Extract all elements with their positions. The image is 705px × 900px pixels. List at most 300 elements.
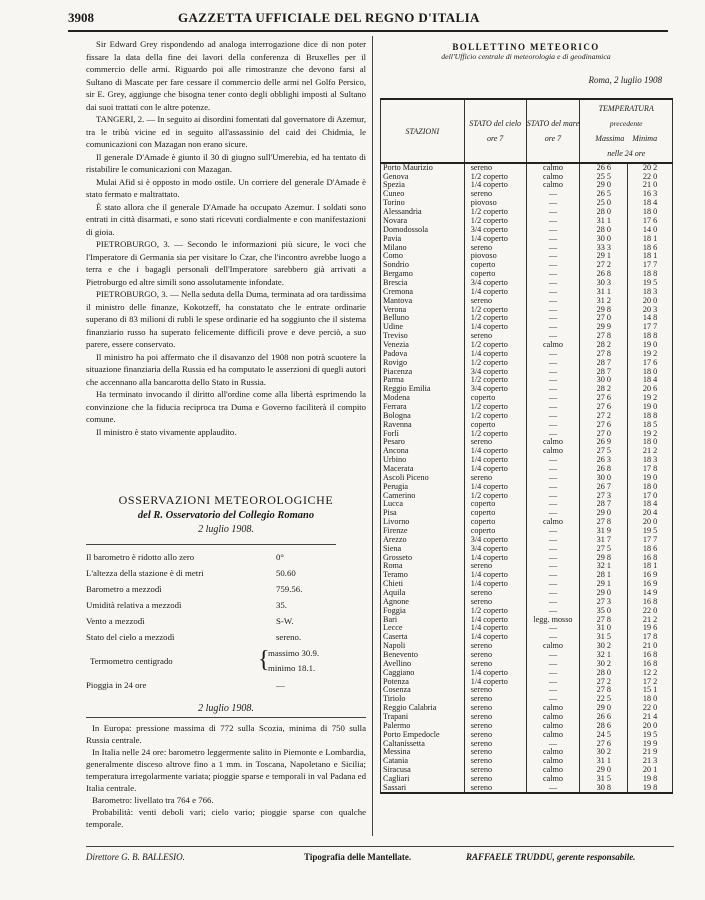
table-row [381, 217, 673, 226]
sea-state: — [526, 465, 580, 474]
sea-state: calmo [526, 704, 580, 713]
sea-state: — [526, 314, 580, 323]
sea-state: — [526, 234, 580, 243]
temp-max: 27 6 [580, 420, 628, 429]
temp-max: 31 1 [580, 757, 628, 766]
sky-state: 1/2 coperto [464, 217, 526, 226]
temp-max: 24 5 [580, 731, 628, 740]
table-row [381, 474, 673, 483]
sea-state: — [526, 509, 580, 518]
temp-min: 18 4 [628, 376, 673, 385]
temp-max: 28 0 [580, 208, 628, 217]
table-row [381, 296, 673, 305]
sea-state: — [526, 367, 580, 376]
temp-min: 18 4 [628, 500, 673, 509]
temp-min: 18 3 [628, 288, 673, 297]
table-row [381, 482, 673, 491]
sky-state: 1/4 coperto [464, 447, 526, 456]
station-name: Padova [381, 350, 465, 359]
table-row [381, 669, 673, 678]
table-row [381, 243, 673, 252]
sea-state: calmo [526, 642, 580, 651]
table-row [381, 367, 673, 376]
sky-state: sereno [464, 243, 526, 252]
station-name: Caggiano [381, 669, 465, 678]
sky-state: 1/2 coperto [464, 305, 526, 314]
station-name: Brescia [381, 279, 465, 288]
sky-state: 1/4 coperto [464, 456, 526, 465]
station-name: Bologna [381, 412, 465, 421]
table-row [381, 412, 673, 421]
station-name: Reggio Calabria [381, 704, 465, 713]
sky-state: 1/2 coperto [464, 491, 526, 500]
bulletin-subtitle: dell'Ufficio centrale di meteorologia e di geodinamica [441, 52, 611, 61]
observations-date: 2 luglio 1908. [198, 524, 254, 535]
table-row [381, 350, 673, 359]
temp-max: 29 0 [580, 181, 628, 190]
temp-max: 27 8 [580, 615, 628, 624]
temp-min-heading: Minima [632, 134, 658, 143]
temp-min: 21 4 [628, 713, 673, 722]
station-name: Firenze [381, 527, 465, 536]
temp-max-heading: Massima [595, 134, 625, 143]
sea-state: calmo [526, 438, 580, 447]
table-row [381, 739, 673, 748]
sky-state: 3/4 coperto [464, 536, 526, 545]
sky-state: sereno [464, 438, 526, 447]
temp-min: 15 1 [628, 686, 673, 695]
temp-min: 21 9 [628, 748, 673, 757]
observations-title: OSSERVAZIONI METEOROLOGICHE [118, 493, 334, 507]
observation-row [86, 597, 366, 613]
sea-state: — [526, 296, 580, 305]
sky-state: 1/4 coperto [464, 580, 526, 589]
observations-rule [86, 544, 336, 545]
sea-state: — [526, 403, 580, 412]
station-name: Novara [381, 217, 465, 226]
temp-min: 22 0 [628, 704, 673, 713]
station-name: Reggio Emilia [381, 385, 465, 394]
page-number: 3908 [68, 10, 94, 25]
temp-min: 19 8 [628, 784, 673, 793]
station-name: Pesaro [381, 438, 465, 447]
temp-min: 18 1 [628, 234, 673, 243]
station-name: Napoli [381, 642, 465, 651]
page-footer [86, 852, 686, 872]
temp-min: 17 7 [628, 536, 673, 545]
sky-state: sereno [464, 163, 526, 172]
sea-state: — [526, 536, 580, 545]
station-name: Bari [381, 615, 465, 624]
news-paragraph: Il ministro ha poi affermato che il disavanzo del 1908 non potrà scuotere la situazione finanziaria della Russia ed ha computato le asserzioni di quegli autori che accennano alla bancarotta dello Stato in Russia. [86, 351, 366, 387]
temp-max: 31 1 [580, 217, 628, 226]
temp-max: 26 8 [580, 465, 628, 474]
sea-state: — [526, 739, 580, 748]
table-row [381, 314, 673, 323]
sea-state: — [526, 580, 580, 589]
temp-min: 17 6 [628, 217, 673, 226]
station-name: Porto Maurizio [381, 163, 465, 172]
table-row [381, 376, 673, 385]
observation-row [86, 581, 366, 597]
station-name: Roma [381, 562, 465, 571]
temp-max: 29 0 [580, 589, 628, 598]
sea-state: calmo [526, 181, 580, 190]
temp-min: 18 3 [628, 456, 673, 465]
table-row [381, 651, 673, 660]
station-name: Pavia [381, 234, 465, 243]
sea-state: — [526, 376, 580, 385]
news-paragraph: Sir Edward Grey rispondendo ad analoga interrogazione dice di non poter fissare la data della fine dei lavori della conferenza di Bruxelles per il commercio delle armi. Riguardo poi alle rimostranze che devono farsi al Sultano di Mascate per fare cessare il commercio delle armi nel Golfo Persico, sir E. Grey, aggiunge che bisogna tener conto degli obblighi imposti al Sultano dai suoi trattati con le altre potenze. [86, 39, 366, 112]
temp-min: 18 0 [628, 438, 673, 447]
temp-min: 18 8 [628, 270, 673, 279]
sea-state: — [526, 562, 580, 571]
weather-table-body [381, 163, 673, 793]
table-row [381, 429, 673, 438]
table-row [381, 642, 673, 651]
sky-state: coperto [464, 420, 526, 429]
station-name: Spezia [381, 181, 465, 190]
table-row [381, 553, 673, 562]
sea-state: — [526, 553, 580, 562]
sea-state: calmo [526, 748, 580, 757]
temp-min: 18 0 [628, 208, 673, 217]
brace-glyph: { [258, 647, 270, 673]
sea-state: calmo [526, 713, 580, 722]
sky-state: 1/2 coperto [464, 607, 526, 616]
sea-state: calmo [526, 447, 580, 456]
temp-max: 27 0 [580, 314, 628, 323]
table-row [381, 589, 673, 598]
table-row [381, 403, 673, 412]
observation-label: Umidità relativa a mezzodì [86, 600, 182, 610]
temp-max: 31 5 [580, 775, 628, 784]
station-name: Avellino [381, 660, 465, 669]
station-name: Modena [381, 394, 465, 403]
sea-state: — [526, 190, 580, 199]
table-row [381, 660, 673, 669]
temp-max: 27 8 [580, 518, 628, 527]
temp-min: 19 5 [628, 731, 673, 740]
sea-state: — [526, 598, 580, 607]
sky-state: sereno [464, 598, 526, 607]
sky-state: sereno [464, 296, 526, 305]
temp-min: 21 0 [628, 181, 673, 190]
sea-state: — [526, 607, 580, 616]
sky-state: sereno [464, 766, 526, 775]
rain-value: — [276, 680, 285, 690]
sky-state: coperto [464, 394, 526, 403]
temp-max: 29 8 [580, 305, 628, 314]
temp-max: 26 5 [580, 190, 628, 199]
sky-state: 3/4 coperto [464, 367, 526, 376]
sea-state: — [526, 412, 580, 421]
table-row [381, 332, 673, 341]
sky-state: 1/2 coperto [464, 172, 526, 181]
temp-max: 35 0 [580, 607, 628, 616]
table-row [381, 270, 673, 279]
sea-state: — [526, 208, 580, 217]
temp-max: 31 9 [580, 527, 628, 536]
observation-value: 50.60 [276, 568, 296, 578]
sky-state: 1/4 coperto [464, 677, 526, 686]
sky-state: coperto [464, 261, 526, 270]
temp-min: 14 0 [628, 226, 673, 235]
table-row [381, 677, 673, 686]
table-row [381, 615, 673, 624]
sea-state: legg. mosso [526, 615, 580, 624]
temp-max: 30 3 [580, 279, 628, 288]
station-name: Cosenza [381, 686, 465, 695]
table-row [381, 456, 673, 465]
observation-row [86, 677, 366, 693]
temp-min: 14 9 [628, 589, 673, 598]
sky-state: sereno [464, 190, 526, 199]
temp-min: 19 2 [628, 350, 673, 359]
sea-state: — [526, 660, 580, 669]
temp-max: 31 2 [580, 296, 628, 305]
station-name: Porto Empedocle [381, 731, 465, 740]
station-name: Caltanissetta [381, 739, 465, 748]
forecast-note: In Italia nelle 24 ore: barometro leggermente salito in Piemonte e Lombardia, generalmente disceso altrove fino a 1 mm. in Toscana, Napoletano e Sicilia; temperatura irregolarmente variata; pioggie sparse e temporali in val Padana ed Italia centrale. [86, 747, 366, 793]
temp-min: 17 7 [628, 323, 673, 332]
temp-min: 18 1 [628, 562, 673, 571]
temp-min: 20 0 [628, 518, 673, 527]
observation-label: L'altezza della stazione è di metri [86, 568, 204, 578]
station-name: Lecce [381, 624, 465, 633]
table-row [381, 562, 673, 571]
temp-max: 28 0 [580, 226, 628, 235]
temp-min: 20 6 [628, 385, 673, 394]
sky-state: coperto [464, 509, 526, 518]
temp-min: 18 0 [628, 367, 673, 376]
sky-state: 1/2 coperto [464, 208, 526, 217]
station-name: Alessandria [381, 208, 465, 217]
temp-max: 30 2 [580, 642, 628, 651]
station-name: Palermo [381, 722, 465, 731]
news-column [86, 38, 366, 438]
observation-value: 35. [276, 600, 287, 610]
sea-state: — [526, 633, 580, 642]
temp-max: 31 1 [580, 288, 628, 297]
sky-state: 1/2 coperto [464, 403, 526, 412]
temp-max: 30 2 [580, 660, 628, 669]
table-row [381, 784, 673, 793]
table-row [381, 163, 673, 172]
col-sea: STATO del mare ore 7 [526, 99, 580, 163]
sky-state: sereno [464, 739, 526, 748]
temp-max: 27 6 [580, 394, 628, 403]
sea-state: — [526, 527, 580, 536]
temp-max: 28 7 [580, 500, 628, 509]
news-paragraph: Il ministro è stato vivamente applaudito. [96, 426, 237, 437]
temp-max: 26 3 [580, 456, 628, 465]
forecast-rule [86, 717, 366, 718]
temp-max: 29 0 [580, 704, 628, 713]
temp-max: 25 5 [580, 172, 628, 181]
temp-max: 31 7 [580, 536, 628, 545]
observation-row [86, 629, 366, 645]
table-row [381, 571, 673, 580]
temp-min: 19 6 [628, 624, 673, 633]
sea-state: — [526, 474, 580, 483]
table-row [381, 323, 673, 332]
sky-state: 1/2 coperto [464, 412, 526, 421]
temp-subheading: precedente [609, 119, 643, 128]
forecast-date: 2 luglio 1908. [198, 703, 254, 714]
temp-min: 16 9 [628, 571, 673, 580]
table-header-row [381, 99, 673, 163]
bulletin-date: Roma, 2 luglio 1908 [588, 75, 662, 85]
station-name: Macerata [381, 465, 465, 474]
temp-min: 14 8 [628, 314, 673, 323]
sea-state: — [526, 695, 580, 704]
temp-min: 20 4 [628, 509, 673, 518]
table-row [381, 545, 673, 554]
sky-state: sereno [464, 775, 526, 784]
sea-state: calmo [526, 163, 580, 172]
table-row [381, 509, 673, 518]
sky-state: 1/4 coperto [464, 323, 526, 332]
sky-state: sereno [464, 695, 526, 704]
observation-value: 0° [276, 552, 284, 562]
table-row [381, 261, 673, 270]
temp-min: 20 2 [628, 163, 673, 172]
temp-min: 17 8 [628, 465, 673, 474]
sky-state: sereno [464, 642, 526, 651]
sea-state: calmo [526, 757, 580, 766]
station-name: Venezia [381, 341, 465, 350]
sea-state: — [526, 420, 580, 429]
sea-state: — [526, 261, 580, 270]
sky-state: 1/4 coperto [464, 624, 526, 633]
station-name: Cremona [381, 288, 465, 297]
table-row [381, 420, 673, 429]
temp-max: 32 1 [580, 651, 628, 660]
temp-max: 30 8 [580, 784, 628, 793]
sky-state: 1/4 coperto [464, 633, 526, 642]
sea-state: — [526, 323, 580, 332]
station-name: Ascoli Piceno [381, 474, 465, 483]
temp-min: 19 0 [628, 341, 673, 350]
sea-state: — [526, 624, 580, 633]
temp-max: 27 5 [580, 447, 628, 456]
temp-max: 27 8 [580, 350, 628, 359]
station-name: Bergamo [381, 270, 465, 279]
observation-label: Stato del cielo a mezzodì [86, 632, 175, 642]
sky-state: 1/2 coperto [464, 358, 526, 367]
observation-row [86, 549, 366, 565]
temp-max: 28 1 [580, 571, 628, 580]
temp-min: 17 7 [628, 261, 673, 270]
temp-min: 18 5 [628, 420, 673, 429]
temp-max: 29 0 [580, 766, 628, 775]
observation-row [86, 565, 366, 581]
table-row [381, 624, 673, 633]
station-name: Domodossola [381, 226, 465, 235]
sea-state: — [526, 651, 580, 660]
observation-value: sereno. [276, 632, 302, 642]
table-row [381, 686, 673, 695]
sea-state: — [526, 199, 580, 208]
station-name: Chieti [381, 580, 465, 589]
table-row [381, 226, 673, 235]
sky-state: piovoso [464, 199, 526, 208]
table-row [381, 447, 673, 456]
temp-min: 19 8 [628, 775, 673, 784]
sky-state: 1/2 coperto [464, 341, 526, 350]
sea-state: — [526, 686, 580, 695]
temp-min: 18 8 [628, 412, 673, 421]
temp-min: 17 2 [628, 677, 673, 686]
temp-max: 26 6 [580, 713, 628, 722]
temp-min: 18 6 [628, 243, 673, 252]
table-row [381, 713, 673, 722]
station-name: Como [381, 252, 465, 261]
table-row [381, 465, 673, 474]
temp-max: 26 6 [580, 163, 628, 172]
temp-min: 16 8 [628, 553, 673, 562]
observations-section [86, 492, 366, 830]
temp-heading: TEMPERATURA [598, 104, 654, 113]
table-row [381, 279, 673, 288]
temp-min: 16 3 [628, 190, 673, 199]
station-name: Sassari [381, 784, 465, 793]
temp-max: 29 9 [580, 323, 628, 332]
table-row [381, 172, 673, 181]
table-row [381, 598, 673, 607]
weather-table [380, 98, 673, 794]
sea-state: — [526, 456, 580, 465]
sea-state: — [526, 589, 580, 598]
sky-state: sereno [464, 713, 526, 722]
temp-min: 21 2 [628, 447, 673, 456]
station-name: Rovigo [381, 358, 465, 367]
temp-min: 20 1 [628, 766, 673, 775]
sky-state: 1/2 coperto [464, 314, 526, 323]
sea-state: — [526, 270, 580, 279]
news-paragraph: È stato allora che il generale D'Amade ha occupato Azemur. I soldati sono entrati in città disarmati, e sono stati ricevuti cordialmente e con manifestazioni di gioia. [86, 201, 366, 237]
table-row [381, 438, 673, 447]
sky-state: 1/2 coperto [464, 429, 526, 438]
temp-min: 21 3 [628, 757, 673, 766]
temp-max: 26 8 [580, 270, 628, 279]
sea-state: calmo [526, 731, 580, 740]
temp-min: 18 6 [628, 545, 673, 554]
temp-max: 22 5 [580, 695, 628, 704]
sky-state: 1/2 coperto [464, 376, 526, 385]
temp-max: 30 0 [580, 474, 628, 483]
sky-state: sereno [464, 660, 526, 669]
sea-state: calmo [526, 518, 580, 527]
news-paragraph: Mulai Afid si è opposto in modo ostile. Un corriere del generale D'Amade è stato fermato e maltrattato. [86, 176, 366, 199]
station-name: Messina [381, 748, 465, 757]
station-name: Foggia [381, 607, 465, 616]
sea-state: — [526, 784, 580, 793]
observation-value: 759.56. [276, 584, 303, 594]
observation-row [86, 613, 366, 629]
temp-max: 29 0 [580, 509, 628, 518]
station-name: Urbino [381, 456, 465, 465]
sky-state: 1/4 coperto [464, 669, 526, 678]
table-row [381, 288, 673, 297]
news-paragraph: TANGERI, 2. — In seguito ai disordini fomentati dal governatore di Azemur, tra le tribù vicine ed in seguito all'assassinio del caid dei Chidmia, le comunicazioni con Mazagan non erano sicure. [86, 114, 366, 149]
sea-state: — [526, 350, 580, 359]
table-row [381, 775, 673, 784]
station-name: Genova [381, 172, 465, 181]
sky-state: coperto [464, 270, 526, 279]
printer-line: Tipografia delle Mantellate. [304, 852, 412, 862]
